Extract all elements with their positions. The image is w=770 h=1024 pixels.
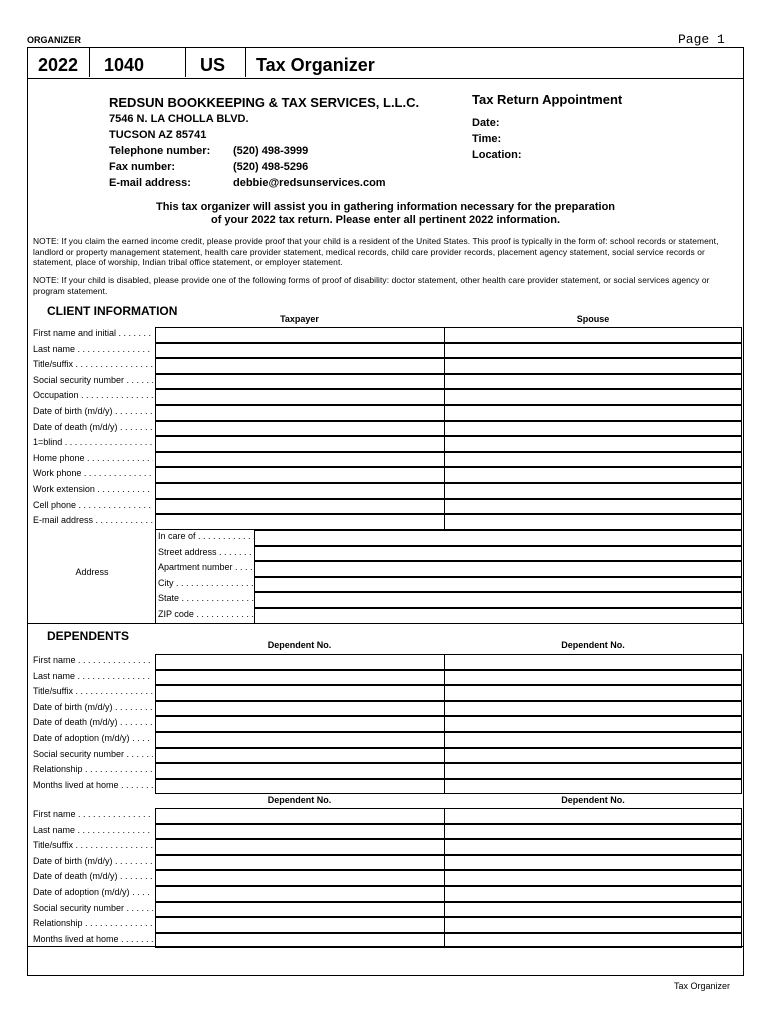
dependent-a-row-field-1[interactable] bbox=[155, 763, 445, 779]
address-row-field-1[interactable] bbox=[254, 546, 742, 562]
address-row-label: Street address . . . bbox=[158, 545, 254, 561]
dependent-a-row-field-2[interactable] bbox=[444, 763, 742, 779]
intro-line-2: of your 2022 tax return. Please enter all pertinent 2022 information. bbox=[210, 214, 561, 226]
address-label: Address bbox=[75, 567, 109, 577]
client-row-label: Date of death (m/d/y) . . . bbox=[33, 420, 153, 436]
dependent-a-row-field-1[interactable] bbox=[155, 701, 445, 717]
dependent-a-row-label: Last name . . . bbox=[33, 669, 153, 685]
dependent-b-row-field-1[interactable] bbox=[155, 855, 445, 871]
firm-phone-label: Telephone number: bbox=[109, 145, 211, 157]
client-row-field-2[interactable] bbox=[444, 483, 742, 499]
dependent-a-row-field-2[interactable] bbox=[444, 716, 742, 732]
address-row-field-1[interactable] bbox=[254, 561, 742, 577]
dependent-b-row-label: Date of death (m/d/y) . . . bbox=[33, 869, 153, 885]
client-row-field-2[interactable] bbox=[444, 405, 742, 421]
firm-city: TUCSON AZ 85741 bbox=[109, 129, 207, 141]
dependent-b-row-field-2[interactable] bbox=[444, 886, 742, 902]
client-row-field-1[interactable] bbox=[155, 421, 445, 437]
client-row-field-2[interactable] bbox=[444, 327, 742, 343]
dependent-b-row-field-2[interactable] bbox=[444, 808, 742, 824]
dependent-a-row-field-1[interactable] bbox=[155, 732, 445, 748]
address-row-label: Apartment number . . . bbox=[158, 560, 254, 576]
address-row-field-1[interactable] bbox=[254, 530, 742, 546]
address-row-label: In care of . . . bbox=[158, 529, 254, 545]
client-row-field-1[interactable] bbox=[155, 436, 445, 452]
client-row-label: E-mail address . . . bbox=[33, 513, 153, 529]
firm-email: debbie@redsunservices.com bbox=[233, 177, 386, 189]
client-row-label: Home phone . . . bbox=[33, 451, 153, 467]
address-row-label: ZIP code . . . bbox=[158, 607, 254, 623]
client-row-label: Work extension . . . bbox=[33, 482, 153, 498]
firm-phone: (520) 498-3999 bbox=[233, 145, 309, 157]
appointment-date-label: Date: bbox=[472, 117, 500, 129]
dependent-a1-header: Dependent No. bbox=[267, 640, 332, 650]
client-row-field-1[interactable] bbox=[155, 327, 445, 343]
firm-email-label: E-mail address: bbox=[109, 177, 191, 189]
dependent-b-row-label: First name . . . bbox=[33, 807, 153, 823]
dependent-b2-header: Dependent No. bbox=[561, 795, 625, 805]
address-divider bbox=[155, 529, 156, 623]
page-number: Page 1 bbox=[678, 32, 725, 47]
dependents-title: DEPENDENTS bbox=[47, 629, 130, 643]
dependent-b-row-field-1[interactable] bbox=[155, 917, 445, 933]
client-row-label: Social security number . . . bbox=[33, 373, 153, 389]
taxpayer-column-header: Taxpayer bbox=[280, 314, 319, 324]
client-info-title: CLIENT INFORMATION bbox=[47, 304, 178, 318]
client-row-field-2[interactable] bbox=[444, 343, 742, 359]
dependent-a-row-label: Social security number . . . bbox=[33, 747, 153, 763]
dependent-b-row-label: Relationship . . . bbox=[33, 916, 153, 932]
dependent-a2-header: Dependent No. bbox=[561, 640, 625, 650]
dependent-b1-header: Dependent No. bbox=[267, 795, 332, 805]
client-row-label: Last name . . . bbox=[33, 342, 153, 358]
dependent-a-row-field-1[interactable] bbox=[155, 654, 445, 670]
dependent-a-row-label: Months lived at home . . . bbox=[33, 778, 153, 794]
dependent-a-row-label: First name . . . bbox=[33, 653, 153, 669]
tax-year: 2022 bbox=[28, 48, 90, 77]
dependent-a-row-field-1[interactable] bbox=[155, 716, 445, 732]
client-row-field-2[interactable] bbox=[444, 421, 742, 437]
dependent-b-row-field-2[interactable] bbox=[444, 855, 742, 871]
client-row-field-1[interactable] bbox=[155, 358, 445, 374]
dependent-a-row-field-2[interactable] bbox=[444, 748, 742, 764]
dependent-a-row-label: Date of birth (m/d/y) . . . bbox=[33, 700, 153, 716]
address-row-label: State . . . bbox=[158, 591, 254, 607]
client-row-field-1[interactable] bbox=[155, 483, 445, 499]
dependent-a-row-field-1[interactable] bbox=[155, 670, 445, 686]
dependent-b-row-field-1[interactable] bbox=[155, 808, 445, 824]
client-row-label: Date of birth (m/d/y) . . . bbox=[33, 404, 153, 420]
firm-street: 7546 N. LA CHOLLA BLVD. bbox=[109, 113, 249, 125]
dependent-a-row-field-2[interactable] bbox=[444, 701, 742, 717]
spouse-column-header: Spouse bbox=[576, 314, 610, 324]
firm-fax: (520) 498-5296 bbox=[233, 161, 309, 173]
client-row-label: Occupation . . . bbox=[33, 388, 153, 404]
dependent-a-row-field-1[interactable] bbox=[155, 685, 445, 701]
dependent-b-row-field-1[interactable] bbox=[155, 824, 445, 840]
dependent-b-row-label: Date of adoption (m/d/y) . . . bbox=[33, 885, 153, 901]
appointment-title: Tax Return Appointment bbox=[472, 92, 623, 107]
dependent-b-row-field-1[interactable] bbox=[155, 902, 445, 918]
dependent-a-row-label: Relationship . . . bbox=[33, 762, 153, 778]
client-row-field-1[interactable] bbox=[155, 389, 445, 405]
client-row-field-2[interactable] bbox=[444, 499, 742, 515]
dependent-b-row-field-2[interactable] bbox=[444, 870, 742, 886]
address-row-label: City . . . bbox=[158, 576, 254, 592]
address-row-field-1[interactable] bbox=[254, 608, 742, 624]
page-title: Tax Organizer bbox=[256, 55, 375, 75]
appointment-time-label: Time: bbox=[472, 133, 502, 145]
dependent-a-row-label: Date of death (m/d/y) . . . bbox=[33, 715, 153, 731]
client-row-field-1[interactable] bbox=[155, 499, 445, 515]
dependent-b-row-field-2[interactable] bbox=[444, 824, 742, 840]
firm-name: REDSUN BOOKKEEPING & TAX SERVICES, L.L.C. bbox=[109, 95, 420, 110]
client-row-label: Title/suffix . . . bbox=[33, 357, 153, 373]
client-row-field-1[interactable] bbox=[155, 467, 445, 483]
dependent-a-row-label: Date of adoption (m/d/y) . . . bbox=[33, 731, 153, 747]
client-row-field-1[interactable] bbox=[155, 343, 445, 359]
client-row-field-2[interactable] bbox=[444, 452, 742, 468]
dependent-a-row-field-1[interactable] bbox=[155, 748, 445, 764]
dependent-a-row-field-2[interactable] bbox=[444, 685, 742, 701]
client-row-label: First name and initial . . . bbox=[33, 326, 153, 342]
client-row-field-2[interactable] bbox=[444, 436, 742, 452]
dependent-b-row-label: Last name . . . bbox=[33, 823, 153, 839]
firm-fax-label: Fax number: bbox=[109, 161, 176, 173]
client-row-label: Work phone . . . bbox=[33, 466, 153, 482]
address-bottom-rule bbox=[27, 623, 744, 624]
dependent-b-row-label: Months lived at home . . . bbox=[33, 932, 153, 948]
dependent-a-row-label: Title/suffix . . . bbox=[33, 684, 153, 700]
dependent-b-row-field-1[interactable] bbox=[155, 870, 445, 886]
dependent-a-row-field-2[interactable] bbox=[444, 654, 742, 670]
title-bar bbox=[27, 47, 744, 79]
dependent-a-row-field-1[interactable] bbox=[155, 779, 445, 795]
client-row-field-2[interactable] bbox=[444, 389, 742, 405]
client-row-field-2[interactable] bbox=[444, 514, 742, 530]
client-row-field-1[interactable] bbox=[155, 374, 445, 390]
client-row-field-2[interactable] bbox=[444, 358, 742, 374]
client-row-field-1[interactable] bbox=[155, 514, 445, 530]
footer-label: Tax Organizer bbox=[674, 981, 731, 991]
form-number: 1040 bbox=[90, 48, 186, 77]
dependent-b-row-label: Date of birth (m/d/y) . . . bbox=[33, 854, 153, 870]
client-row-field-1[interactable] bbox=[155, 405, 445, 421]
dependent-b-row-field-1[interactable] bbox=[155, 886, 445, 902]
address-row-field-1[interactable] bbox=[254, 592, 742, 608]
appointment-location-label: Location: bbox=[472, 149, 522, 161]
jurisdiction: US bbox=[186, 48, 246, 77]
client-row-field-1[interactable] bbox=[155, 452, 445, 468]
client-row-field-2[interactable] bbox=[444, 467, 742, 483]
bottom-rule bbox=[27, 946, 744, 947]
dependent-a-row-field-2[interactable] bbox=[444, 670, 742, 686]
client-row-label: Cell phone . . . bbox=[33, 498, 153, 514]
intro-line-1: This tax organizer will assist you in gathering information necessary for the preparation bbox=[155, 201, 616, 213]
dependent-b-row-label: Social security number . . . bbox=[33, 901, 153, 917]
dependent-b-row-field-2[interactable] bbox=[444, 839, 742, 855]
dependent-b-row-field-1[interactable] bbox=[155, 839, 445, 855]
note-earned-income: NOTE: If you claim the earned income credit, please provide proof that your child is a resident of the United States. This proof is typically in the form of: school records or statement, landlord or property management statement, health care provider statement, medical records, child care provider records, placement agency statement, social service records or statement, place of worship, Indian tribal office statement, or employer statement. bbox=[33, 236, 719, 267]
dependent-a-row-field-2[interactable] bbox=[444, 732, 742, 748]
dependent-b-row-label: Title/suffix . . . bbox=[33, 838, 153, 854]
form-tag: ORGANIZER bbox=[27, 35, 81, 45]
note-disability: NOTE: If your child is disabled, please provide one of the following forms of proof of disability: doctor statement, other health care provider statement, or social services agency or program statement. bbox=[33, 275, 710, 296]
client-row-field-2[interactable] bbox=[444, 374, 742, 390]
client-row-label: 1=blind . . . bbox=[33, 435, 153, 451]
dependent-b-row-field-2[interactable] bbox=[444, 902, 742, 918]
address-row-field-1[interactable] bbox=[254, 577, 742, 593]
dependent-b-row-field-2[interactable] bbox=[444, 917, 742, 933]
dependent-a-row-field-2[interactable] bbox=[444, 779, 742, 795]
